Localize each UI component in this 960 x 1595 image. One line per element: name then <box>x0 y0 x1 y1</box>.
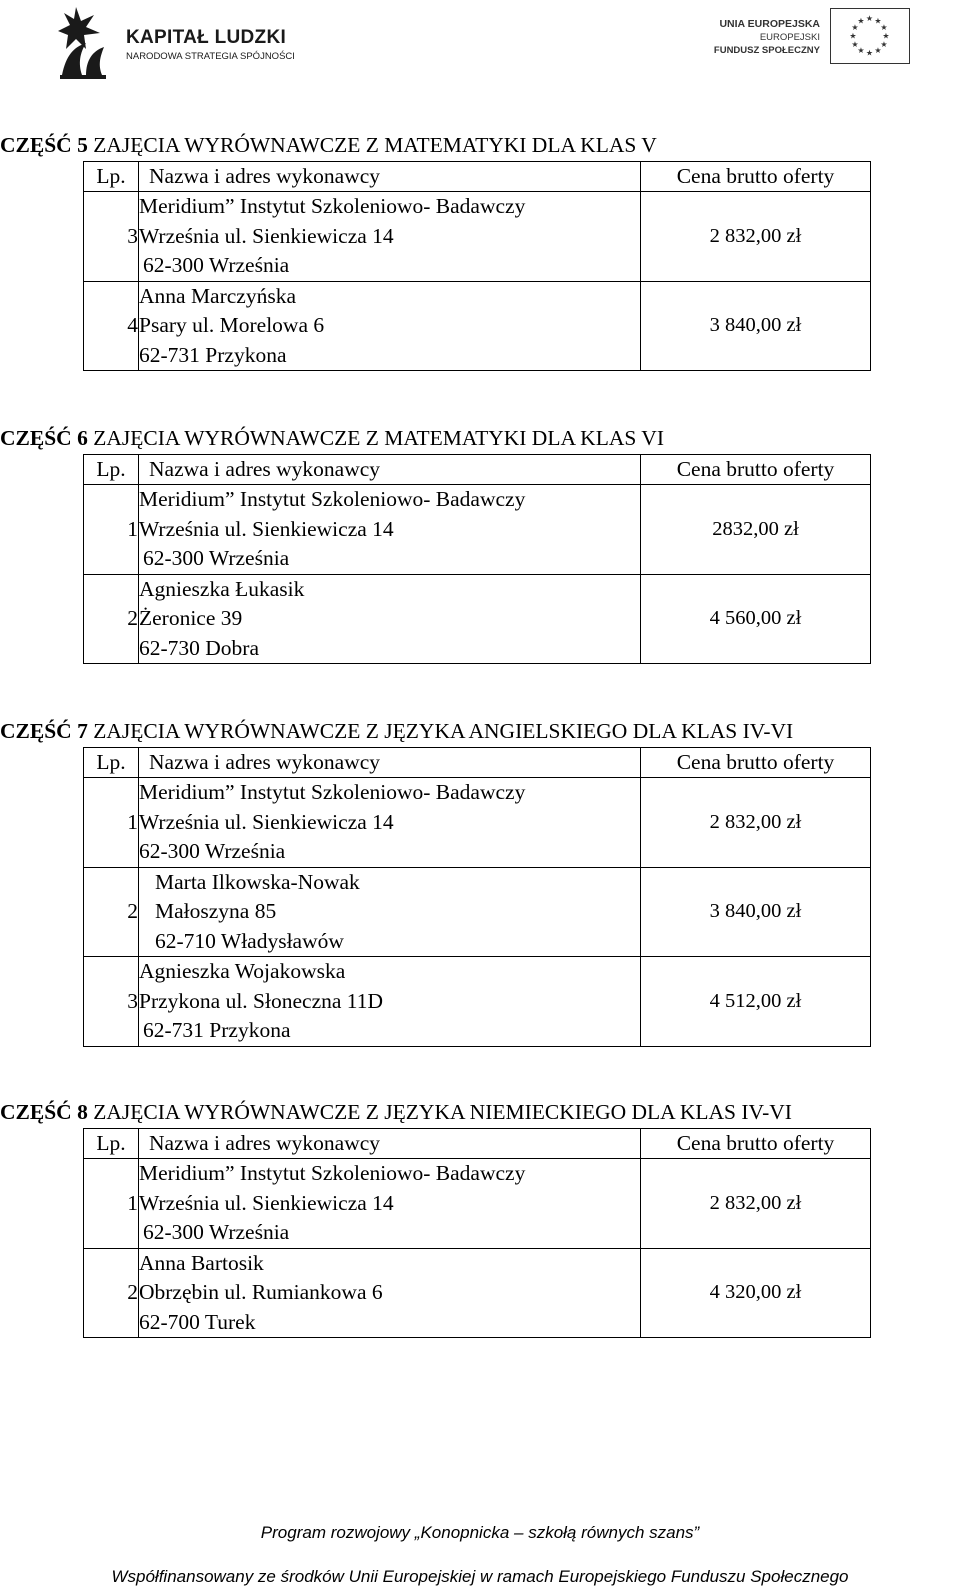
contractor-postal: 62-731 Przykona <box>143 1018 291 1042</box>
table-row <box>84 281 871 371</box>
contractor-postal: 62-300 Września <box>139 839 286 863</box>
page-header <box>0 0 960 90</box>
table-header-row <box>84 1129 871 1159</box>
contractor-postal: 62-700 Turek <box>139 1309 256 1334</box>
svg-text:★: ★ <box>865 14 874 23</box>
row-price: 4 560,00 zł <box>641 574 871 664</box>
contractor-street: Psary ul. Morelowa 6 <box>139 313 325 337</box>
eu-logo-line2: EUROPEJSKI <box>759 32 820 43</box>
row-price: 2 832,00 zł <box>641 778 871 868</box>
contractor-street: Żeronice 39 <box>139 606 243 630</box>
svg-text:★: ★ <box>874 16 882 26</box>
table-header-row <box>84 748 871 778</box>
part-title: ZAJĘCIA WYRÓWNAWCZE Z JĘZYKA ANGIELSKIEGO DLA KLAS IV-VI <box>93 719 794 743</box>
header-price: Cena brutto oferty <box>641 748 871 778</box>
header-lp: Lp. <box>84 162 139 192</box>
contractor-street: Przykona ul. Słoneczna 11D <box>139 988 384 1013</box>
row-price: 2 832,00 zł <box>641 192 871 282</box>
eu-logo-text <box>714 18 820 57</box>
svg-text:★: ★ <box>851 40 859 49</box>
row-lp: 3 <box>84 192 139 282</box>
contractor-street: Obrzębin ul. Rumiankowa 6 <box>139 1280 383 1304</box>
section-title <box>0 1100 792 1125</box>
footer-cofinance: Współfinansowany ze środków Unii Europejskiej w ramach Europejskiego Funduszu Społecznego <box>111 1567 849 1586</box>
part-label: CZĘŚĆ 6 <box>0 426 88 450</box>
svg-text:★: ★ <box>857 16 865 26</box>
row-price: 2832,00 zł <box>641 485 871 575</box>
row-lp: 1 <box>84 778 139 868</box>
contractor-name: Agnieszka Wojakowska <box>139 959 346 983</box>
offers-table <box>83 454 871 664</box>
contractor-name: Anna Bartosik <box>139 1250 264 1275</box>
header-lp: Lp. <box>84 1129 139 1159</box>
part-label: CZĘŚĆ 8 <box>0 1100 88 1124</box>
svg-text:★: ★ <box>880 40 888 49</box>
contractor-street: Września ul. Sienkiewicza 14 <box>139 516 394 541</box>
table-row <box>84 485 871 575</box>
row-price: 4 512,00 zł <box>641 957 871 1047</box>
header-price: Cena brutto oferty <box>641 455 871 485</box>
kapital-ludzki-title: KAPITAŁ LUDZKI <box>126 27 287 48</box>
row-price: 4 320,00 zł <box>641 1248 871 1338</box>
contractor-postal: 62-710 Władysławów <box>155 928 344 953</box>
contractor-street: Września ul. Sienkiewicza 14 <box>139 809 394 834</box>
svg-text:★: ★ <box>851 23 859 32</box>
contractor-name: Meridium” Instytut Szkoleniowo- Badawczy <box>139 780 526 804</box>
row-contractor <box>139 867 641 957</box>
row-lp: 3 <box>84 957 139 1047</box>
table-row <box>84 867 871 957</box>
contractor-name: Meridium” Instytut Szkoleniowo- Badawczy <box>139 487 526 511</box>
row-price: 3 840,00 zł <box>641 281 871 371</box>
table-row <box>84 1159 871 1249</box>
row-contractor <box>139 778 641 868</box>
contractor-name: Meridium” Instytut Szkoleniowo- Badawczy <box>139 1161 526 1185</box>
row-lp: 1 <box>84 485 139 575</box>
row-lp: 2 <box>84 574 139 664</box>
table-row <box>84 192 871 282</box>
kapital-ludzki-subtitle: NARODOWA STRATEGIA SPÓJNOŚCI <box>126 51 295 62</box>
kapital-ludzki-emblem-icon <box>56 3 116 81</box>
table-row <box>84 1248 871 1338</box>
contractor-name: Agnieszka Łukasik <box>139 576 305 601</box>
part-label: CZĘŚĆ 5 <box>0 133 88 157</box>
header-price: Cena brutto oferty <box>641 1129 871 1159</box>
table-header-row <box>84 162 871 192</box>
contractor-postal: 62-300 Września <box>143 546 290 570</box>
header-price: Cena brutto oferty <box>641 162 871 192</box>
row-contractor <box>139 957 641 1047</box>
row-contractor <box>139 281 641 371</box>
svg-text:★: ★ <box>849 31 857 41</box>
table-row <box>84 957 871 1047</box>
svg-text:★: ★ <box>857 46 865 55</box>
part-title: ZAJĘCIA WYRÓWNAWCZE Z MATEMATYKI DLA KLAS V <box>93 133 657 157</box>
header-lp: Lp. <box>84 748 139 778</box>
eu-logo-line3: FUNDUSZ SPOŁECZNY <box>713 45 820 56</box>
contractor-name: Marta Ilkowska-Nowak <box>155 869 360 894</box>
row-lp: 2 <box>84 867 139 957</box>
svg-text:★: ★ <box>874 46 882 55</box>
header-name: Nazwa i adres wykonawcy <box>139 1129 641 1159</box>
table-header-row <box>84 455 871 485</box>
eu-flag-icon <box>830 8 910 64</box>
contractor-postal: 62-300 Września <box>143 253 290 277</box>
part-title: ZAJĘCIA WYRÓWNAWCZE Z JĘZYKA NIEMIECKIEGO DLA KLAS IV-VI <box>93 1100 792 1124</box>
section-title <box>0 133 657 158</box>
row-contractor <box>139 485 641 575</box>
header-name: Nazwa i adres wykonawcy <box>139 748 641 778</box>
row-contractor <box>139 192 641 282</box>
contractor-postal: 62-731 Przykona <box>139 342 287 367</box>
table-row <box>84 778 871 868</box>
contractor-name: Meridium” Instytut Szkoleniowo- Badawczy <box>139 194 526 218</box>
row-lp: 2 <box>84 1248 139 1338</box>
contractor-street: Września ul. Sienkiewicza 14 <box>139 1190 394 1215</box>
row-contractor <box>139 1159 641 1249</box>
row-lp: 4 <box>84 281 139 371</box>
kapital-ludzki-logo <box>56 3 316 83</box>
offers-table <box>83 747 871 1047</box>
contractor-street: Września ul. Sienkiewicza 14 <box>139 223 394 248</box>
contractor-postal: 62-300 Września <box>143 1220 290 1244</box>
eu-logo-line1: UNIA EUROPEJSKA <box>719 18 820 30</box>
svg-text:★: ★ <box>865 48 874 58</box>
row-price: 3 840,00 zł <box>641 867 871 957</box>
row-contractor <box>139 574 641 664</box>
section-title <box>0 719 793 744</box>
row-price: 2 832,00 zł <box>641 1159 871 1249</box>
svg-text:★: ★ <box>882 31 890 41</box>
offers-table <box>83 1128 871 1338</box>
contractor-street: Małoszyna 85 <box>155 899 277 923</box>
part-label: CZĘŚĆ 7 <box>0 719 88 743</box>
contractor-name: Anna Marczyńska <box>139 283 297 308</box>
table-row <box>84 574 871 664</box>
header-name: Nazwa i adres wykonawcy <box>139 455 641 485</box>
part-title: ZAJĘCIA WYRÓWNAWCZE Z MATEMATYKI DLA KLAS VI <box>93 426 664 450</box>
header-name: Nazwa i adres wykonawcy <box>139 162 641 192</box>
contractor-postal: 62-730 Dobra <box>139 635 260 660</box>
row-lp: 1 <box>84 1159 139 1249</box>
row-contractor <box>139 1248 641 1338</box>
section-title <box>0 426 664 451</box>
header-lp: Lp. <box>84 455 139 485</box>
eu-logo <box>700 8 910 68</box>
offers-table <box>83 161 871 371</box>
footer-program: Program rozwojowy „Konopnicka – szkołą równych szans” <box>260 1523 700 1542</box>
svg-text:★: ★ <box>880 23 888 32</box>
